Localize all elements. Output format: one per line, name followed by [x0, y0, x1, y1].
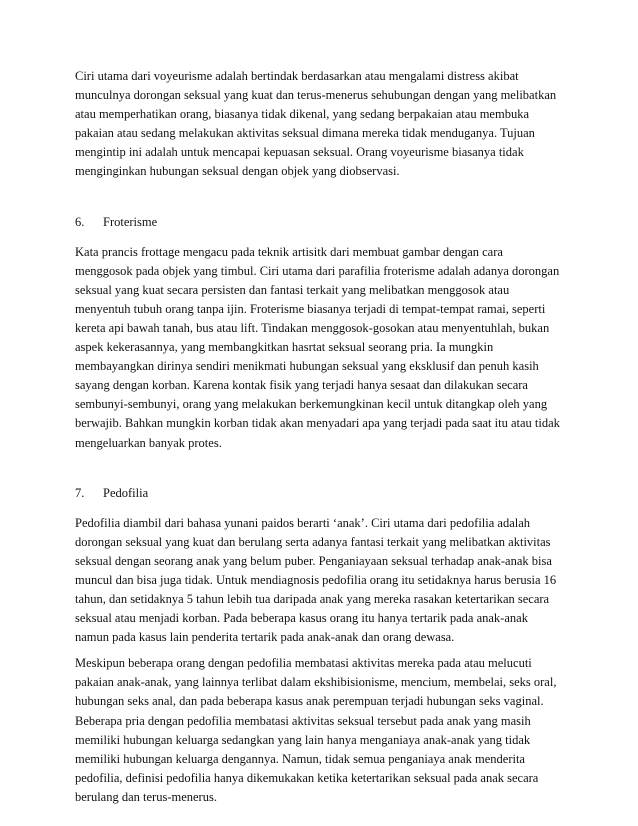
pedofilia-paragraph-1: Pedofilia diambil dari bahasa yunani paidos berarti ‘anak’. Ciri utama dari pedofilia adalah dorongan seksual yang kuat dan berulang serta adanya fantasi terkait yang melibatkan aktivitas seksual dengan seorang anak yang belum puber. Penganiayaan seksual terhadap anak-anak bisa muncul dan bisa juga tidak. Untuk mendiagnosis pedofilia orang itu setidaknya harus berusia 16 tahun, dan setidaknya 5 tahun lebih tua daripada anak yang mereka rasakan ketertarikan secara seksual atau menjadi korban. Pada beberapa kasus orang itu hanya tertarik pada anak-anak namun pada kasus lain penderita tertarik pada anak-anak dan orang dewasa.	[75, 515, 557, 645]
froterisme-paragraph: Kata prancis frottage mengacu pada teknik artisitk dari membuat gambar dengan cara menggosok pada objek yang timbul. Ciri utama dari parafilia froterisme adalah adanya dorongan seksual yang kuat secara persisten dan fantasi terkait yang melibatkan menggosok atau menyentuh tubuh orang tanpa ijin. Froterisme biasanya terjadi di tempat-tempat ramai, seperti kereta api bawah tanah, bus atau lift. Tindakan menggosok-gosokan atau menyentuhlah, bukan aspek kekerasannya, yang membangkitkan hasrtat seksual seorang pria. Ia mungkin membayangkan dirinya sendiri menikmati hubungan seksual yang eksklusif dan penuh kasih sayang dengan korban. Karena kontak fisik yang terjadi hanya sesaat dan dilakukan secara sembunyi-sembunyi, orang yang melakukan berkemungkinan kecil untuk ditangkap oleh yang berwajib. Bahkan mungkin korban tidak akan menyadari apa yang terjadi pada saat itu atau tidak mengeluarkan banyak protes.	[75, 244, 560, 450]
section-number: 7.	[75, 485, 85, 500]
section-heading-pedofilia	[75, 484, 570, 503]
section-title: Froterisme	[103, 214, 158, 229]
section-heading-froterisme	[75, 213, 570, 232]
pedofilia-paragraph-2: Meskipun beberapa orang dengan pedofilia membatasi aktivitas mereka pada atau melucuti pakaian anak-anak, yang lainnya terlibat dalam ekshibisionisme, mencium, membelai, seks oral, hubungan seks anal, dan pada beberapa kasus anak perempuan terjadi hubungan seks vaginal. Beberapa pria dengan pedofilia membatasi aktivitas seksual tersebut pada anak yang masih memiliki hubungan keluarga sedangkan yang lain hanya menganiaya anak-anak yang tidak memiliki hubungan keluarga dengannya. Namun, tidak semua penganiaya anak menderita pedofilia, definisi pedofilia hanya dikemukakan ketika ketertarikan seksual pada anak secara berulang dan terus-menerus.	[75, 656, 557, 804]
intro-paragraph: Ciri utama dari voyeurisme adalah bertindak berdasarkan atau mengalami distress akibat munculnya dorongan seksual yang kuat dan terus-menerus sehubungan dengan yang melibatkan atau memperhatikan orang, biasanya tidak dikenal, yang sedang berpakaian atau membuka pakaian atau sedang melakukan aktivitas seksual dimana mereka tidak menduganya. Tujuan mengintip ini adalah untuk mencapai kepuasan seksual. Orang voyeurisme biasanya tidak menginginkan hubungan seksual dengan objek yang diobservasi.	[75, 69, 557, 179]
section-title: Pedofilia	[103, 485, 149, 500]
document-page	[75, 67, 570, 807]
section-number: 6.	[75, 214, 85, 229]
